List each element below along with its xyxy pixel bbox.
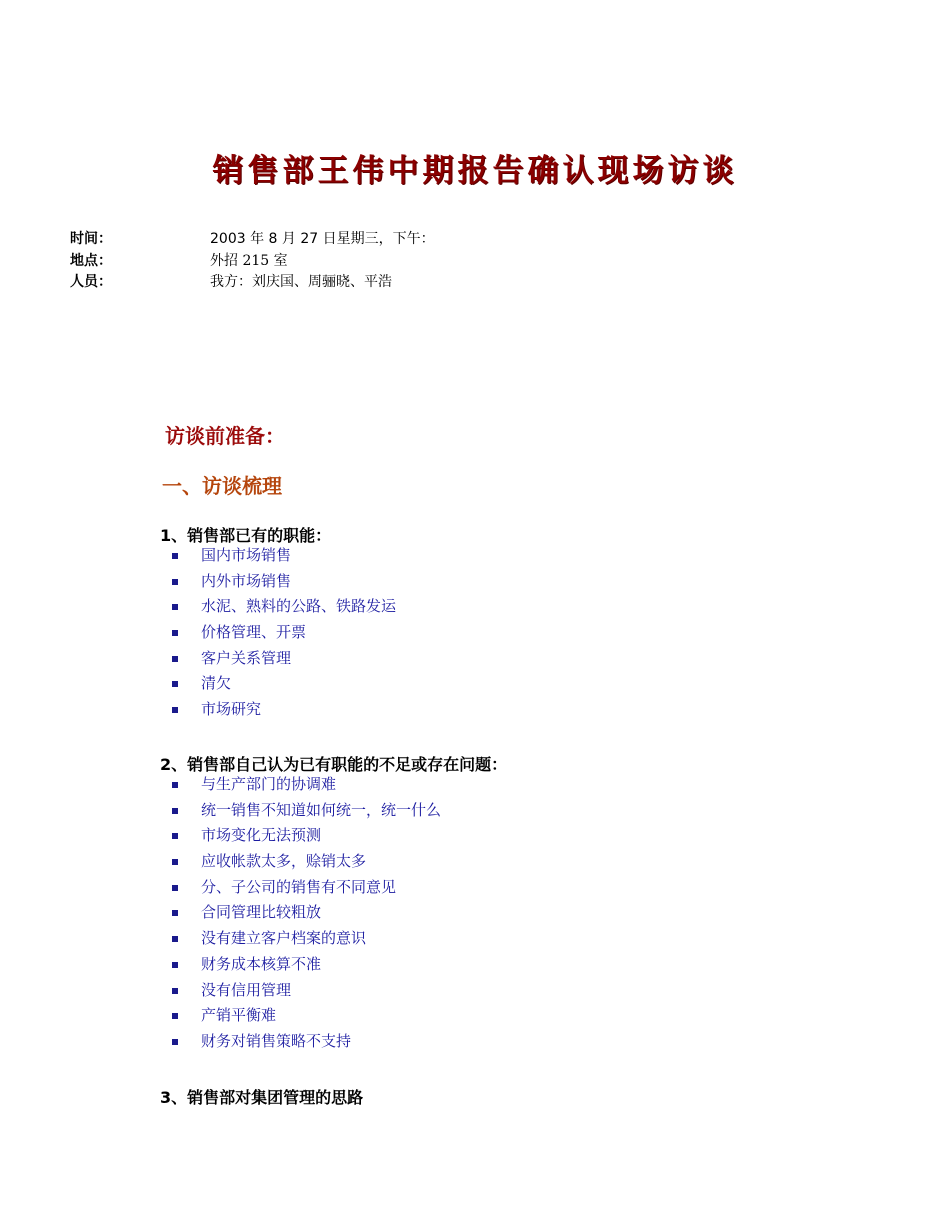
bullet-square-icon	[172, 553, 178, 559]
list-item: 没有信用管理	[172, 978, 441, 1004]
bullet-square-icon	[172, 962, 178, 968]
list-item: 应收帐款太多，赊销太多	[172, 849, 441, 875]
bullet-square-icon	[172, 808, 178, 814]
bullet-square-icon	[172, 910, 178, 916]
list-item: 与生产部门的协调难	[172, 772, 441, 798]
list-item: 客户关系管理	[172, 646, 396, 672]
people-value: 我方：刘庆国、周骊晓、平浩	[210, 274, 392, 290]
group-heading-functions: 1、销售部已有的职能：	[160, 526, 332, 545]
bullet-square-icon	[172, 630, 178, 636]
list-item: 财务对销售策略不支持	[172, 1029, 441, 1055]
bullet-square-icon	[172, 833, 178, 839]
bullet-square-icon	[172, 681, 178, 687]
list-item: 财务成本核算不准	[172, 952, 441, 978]
list-item: 国内市场销售	[172, 543, 396, 569]
document-title: 销售部王伟中期报告确认现场访谈	[212, 153, 738, 189]
list-item: 市场研究	[172, 697, 396, 723]
bullet-square-icon	[172, 885, 178, 891]
bullet-square-icon	[172, 579, 178, 585]
problems-list	[172, 772, 441, 1055]
bullet-square-icon	[172, 656, 178, 662]
list-item: 清欠	[172, 671, 396, 697]
bullet-square-icon	[172, 782, 178, 788]
prep-heading: 访谈前准备：	[165, 424, 285, 448]
bullet-square-icon	[172, 707, 178, 713]
bullet-square-icon	[172, 859, 178, 865]
time-value: 2003 年 8 月 27 日星期三，下午：	[210, 231, 435, 247]
time-label: 时间：	[70, 231, 112, 247]
list-item: 分、子公司的销售有不同意见	[172, 875, 441, 901]
place-value: 外招 215 室	[210, 253, 288, 269]
group-heading-approach: 3、销售部对集团管理的思路	[160, 1088, 364, 1107]
list-item: 统一销售不知道如何统一，统一什么	[172, 798, 441, 824]
list-item: 内外市场销售	[172, 569, 396, 595]
bullet-square-icon	[172, 1039, 178, 1045]
place-label: 地点：	[70, 253, 112, 269]
bullet-square-icon	[172, 988, 178, 994]
list-item: 市场变化无法预测	[172, 823, 441, 849]
list-item: 没有建立客户档案的意识	[172, 926, 441, 952]
list-item: 产销平衡难	[172, 1003, 441, 1029]
section-heading: 一、访谈梳理	[162, 474, 282, 498]
bullet-square-icon	[172, 1013, 178, 1019]
list-item: 合同管理比较粗放	[172, 900, 441, 926]
people-label: 人员：	[70, 274, 112, 290]
group-heading-problems: 2、销售部自己认为已有职能的不足或存在问题：	[160, 755, 508, 774]
functions-list	[172, 543, 396, 723]
bullet-square-icon	[172, 604, 178, 610]
list-item: 水泥、熟料的公路、铁路发运	[172, 594, 396, 620]
bullet-square-icon	[172, 936, 178, 942]
list-item: 价格管理、开票	[172, 620, 396, 646]
